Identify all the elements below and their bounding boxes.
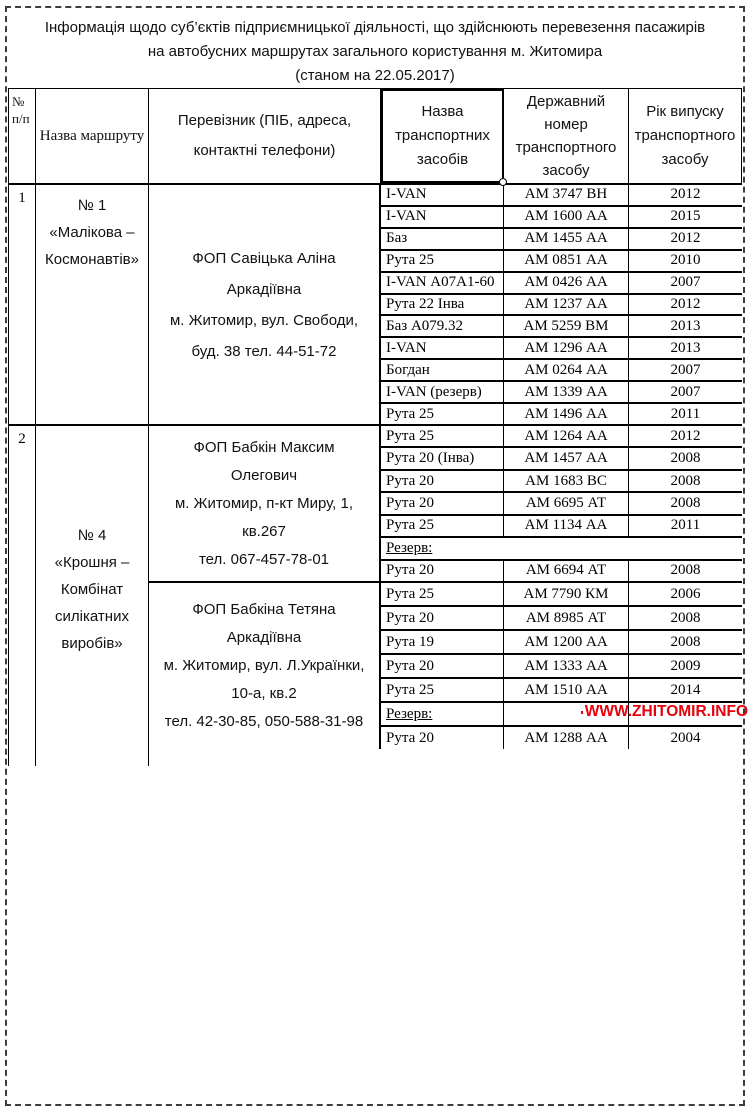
vehicle-row <box>381 338 742 360</box>
watermark-text: WWW.ZHITOMIR.INFO <box>584 703 748 720</box>
vehicle-name: I-VAN <box>381 185 504 205</box>
text-line: ФОП Савіцька Аліна <box>192 249 336 267</box>
vehicle-row <box>381 727 742 749</box>
vehicle-list <box>381 185 742 424</box>
vehicle-name: I-VAN <box>381 338 504 358</box>
text-line: Перевізник (ПІБ, адреса, <box>177 112 352 129</box>
vehicle-name: Рута 20 <box>381 727 504 749</box>
text-line: буд. 38 тел. 44-51-72 <box>191 342 337 360</box>
text-line: «Малікова – <box>49 224 135 241</box>
carrier-info <box>149 185 381 424</box>
vehicle-plate: АМ 1264 АА <box>504 426 629 446</box>
vehicle-year: 2008 <box>670 472 701 489</box>
vehicle-name: I-VAN А07А1-60 <box>381 273 504 293</box>
text-line: ФОП Бабкіна Тетяна <box>192 601 336 618</box>
vehicle-row <box>381 360 742 382</box>
vehicle-year: 2010 <box>670 252 701 269</box>
carrier-info <box>149 583 381 749</box>
vehicle-name: Рута 25 <box>381 426 504 446</box>
vehicle-plate: АМ 1134 АА <box>504 516 629 536</box>
document-title <box>8 16 742 88</box>
vehicle-row <box>381 295 742 317</box>
vehicle-name: Рута 20 <box>381 561 504 581</box>
route-name <box>36 426 149 766</box>
text-line: п/п <box>12 111 30 126</box>
vehicle-name: Рута 20 <box>381 655 504 677</box>
watermark-line-left <box>581 711 583 714</box>
vehicle-row <box>381 471 742 493</box>
reserve-label-text: Резерв: <box>386 539 433 556</box>
vehicle-plate: АМ 5259 ВМ <box>504 316 629 336</box>
header-num <box>9 89 36 183</box>
vehicle-row <box>381 316 742 338</box>
vehicle-row <box>381 607 742 631</box>
vehicle-year: 2006 <box>670 585 701 602</box>
vehicle-row <box>381 631 742 655</box>
reserve-label <box>381 538 742 558</box>
text-line: засобів <box>416 151 469 168</box>
text-line: м. Житомир, п-кт Миру, 1, <box>174 494 354 512</box>
text-line: тел. 42-30-85, 050-588-31-98 <box>164 713 364 730</box>
vehicle-year: 2015 <box>670 208 701 225</box>
vehicle-row <box>381 655 742 679</box>
vehicle-plate: АМ 1510 АА <box>504 679 629 701</box>
vehicle-plate: АМ 1457 АА <box>504 448 629 468</box>
text-line: транспортних <box>395 127 490 144</box>
text-line: № 4 <box>77 526 107 544</box>
vehicle-list <box>381 426 742 581</box>
header-route: Назва маршруту <box>36 89 149 183</box>
route-name <box>36 185 149 424</box>
header-vehicle-text <box>395 100 490 172</box>
text-line: засобу <box>542 162 590 179</box>
text-line: Рік випуску <box>646 103 724 120</box>
vehicle-year: 2008 <box>670 633 701 650</box>
vehicle-name: Рута 20 <box>381 471 504 491</box>
vehicle-plate: АМ 3747 ВН <box>504 185 629 205</box>
vehicle-name: Рута 20 <box>381 607 504 629</box>
vehicle-name: Рута 22 Інва <box>381 295 504 315</box>
row-number: 2 <box>9 426 36 766</box>
text-line: № 1 <box>77 197 107 214</box>
vehicle-year: 2014 <box>670 681 701 698</box>
vehicle-name: Рута 25 <box>381 516 504 536</box>
vehicle-name: Рута 25 <box>381 404 504 424</box>
vehicle-plate: АМ 0426 АА <box>504 273 629 293</box>
header-carrier <box>149 89 381 183</box>
vehicle-row <box>381 493 742 515</box>
text-line: «Крошня – <box>54 553 130 571</box>
vehicle-plate: АМ 1600 АА <box>504 207 629 227</box>
vehicle-row <box>381 583 742 607</box>
vehicle-row <box>381 448 742 470</box>
vehicle-name <box>381 703 504 725</box>
vehicle-plate: АМ 1339 АА <box>504 382 629 402</box>
header-vehicle-selected-cell[interactable] <box>381 89 504 183</box>
vehicle-name: I-VAN (резерв) <box>381 382 504 402</box>
vehicle-name: Рута 25 <box>381 679 504 701</box>
text-line: на автобусних маршрутах загального користування м. Житомира <box>147 43 603 60</box>
vehicle-year: 2004 <box>670 729 701 746</box>
vehicle-year: 2013 <box>670 339 701 356</box>
vehicle-year: 2012 <box>670 186 701 203</box>
vehicle-year: 2008 <box>670 562 701 579</box>
vehicle-name: Рута 20 (Інва) <box>381 448 504 468</box>
reserve-row <box>381 538 742 560</box>
vehicle-row <box>381 679 742 703</box>
vehicle-name: Рута 25 <box>381 583 504 605</box>
carrier-block-2 <box>149 583 742 749</box>
text-line: (станом на 22.05.2017) <box>295 67 455 84</box>
vehicle-plate: АМ 1455 АА <box>504 229 629 249</box>
vehicle-year: 2008 <box>670 450 701 467</box>
vehicle-plate: АМ 1296 АА <box>504 338 629 358</box>
row-number: 1 <box>9 185 36 424</box>
vehicle-year: 2012 <box>670 295 701 312</box>
vehicle-row <box>381 273 742 295</box>
vehicle-year: 2013 <box>670 317 701 334</box>
reserve-label-text: Резерв: <box>386 705 433 722</box>
vehicle-list <box>381 583 742 749</box>
vehicle-plate: АМ 1200 АА <box>504 631 629 653</box>
vehicle-plate: АМ 1683 ВС <box>504 471 629 491</box>
vehicle-name: Баз А079.32 <box>381 316 504 336</box>
text-line: контактні телефони) <box>193 142 336 159</box>
vehicle-name: Богдан <box>381 360 504 380</box>
vehicle-row <box>381 207 742 229</box>
text-line: Олегович <box>230 466 298 484</box>
vehicle-plate: АМ 1237 АА <box>504 295 629 315</box>
text-line: кв.267 <box>242 522 286 540</box>
vehicle-name: Рута 20 <box>381 493 504 513</box>
text-line: Комбінат <box>60 580 124 598</box>
vehicle-plate: АМ 8985 АТ <box>504 607 629 629</box>
text-line: Інформація щодо суб’єктів підприємницької діяльності, що здійснюють перевезення пасажирів <box>44 19 706 36</box>
text-line: тел. 067-457-78-01 <box>198 550 330 568</box>
vehicle-row <box>381 185 742 207</box>
text-line: засобу <box>661 151 709 168</box>
text-line: Космонавтів» <box>44 251 139 268</box>
text-line: № <box>12 94 25 109</box>
vehicle-row <box>381 516 742 538</box>
carrier-block-1 <box>149 426 742 583</box>
vehicle-row <box>381 561 742 581</box>
text-line: 10-а, кв.2 <box>231 685 297 702</box>
vehicle-plate: АМ 1496 АА <box>504 404 629 424</box>
vehicle-year: 2012 <box>670 427 701 444</box>
vehicle-plate: АМ 6694 АТ <box>504 561 629 581</box>
text-line: силікатних <box>55 607 129 625</box>
vehicle-year: 2007 <box>670 361 701 378</box>
vehicle-plate: АМ 6695 АТ <box>504 493 629 513</box>
vehicle-name: Рута 25 <box>381 251 504 271</box>
carriers-table <box>8 88 742 766</box>
text-line: м. Житомир, вул. Л.Українки, <box>163 657 365 674</box>
vehicle-year: 2011 <box>670 517 701 534</box>
vehicle-row <box>381 251 742 273</box>
text-line: номер <box>544 116 588 133</box>
vehicle-year: 2008 <box>670 494 701 511</box>
vehicle-plate: АМ 0264 АА <box>504 360 629 380</box>
text-line: Аркадіївна <box>226 629 302 646</box>
vehicle-year: 2009 <box>670 657 701 674</box>
vehicle-year: 2008 <box>670 609 701 626</box>
text-line: ФОП Бабкін Максим <box>193 438 335 456</box>
vehicle-row <box>381 426 742 448</box>
text-line: транспортного <box>515 139 617 156</box>
vehicle-year: 2007 <box>670 383 701 400</box>
vehicle-plate: АМ 1333 АА <box>504 655 629 677</box>
header-year <box>629 89 742 183</box>
text-line: м. Житомир, вул. Свободи, <box>169 311 359 329</box>
vehicle-row <box>381 229 742 251</box>
text-line: Державний <box>526 93 606 110</box>
text-line: Аркадіївна <box>226 280 302 298</box>
vehicle-plate: АМ 1288 АА <box>504 727 629 749</box>
vehicle-name: I-VAN <box>381 207 504 227</box>
cell-resize-handle[interactable] <box>499 178 507 186</box>
vehicle-name: Баз <box>381 229 504 249</box>
carrier-info <box>149 426 381 581</box>
vehicle-plate: АМ 0851 АА <box>504 251 629 271</box>
vehicle-plate: АМ 7790 КМ <box>504 583 629 605</box>
vehicle-name: Рута 19 <box>381 631 504 653</box>
vehicle-row <box>381 404 742 424</box>
vehicle-year: 2007 <box>670 274 701 291</box>
watermark <box>581 701 750 723</box>
text-line: транспортного <box>634 127 736 144</box>
route-section-1 <box>9 185 742 426</box>
header-plate <box>504 89 629 183</box>
text-line: Назва <box>421 103 464 120</box>
vehicle-year: 2012 <box>670 230 701 247</box>
vehicle-row <box>381 382 742 404</box>
vehicle-year: 2011 <box>670 405 701 422</box>
table-header-row <box>9 88 742 185</box>
text-line: виробів» <box>61 634 123 652</box>
